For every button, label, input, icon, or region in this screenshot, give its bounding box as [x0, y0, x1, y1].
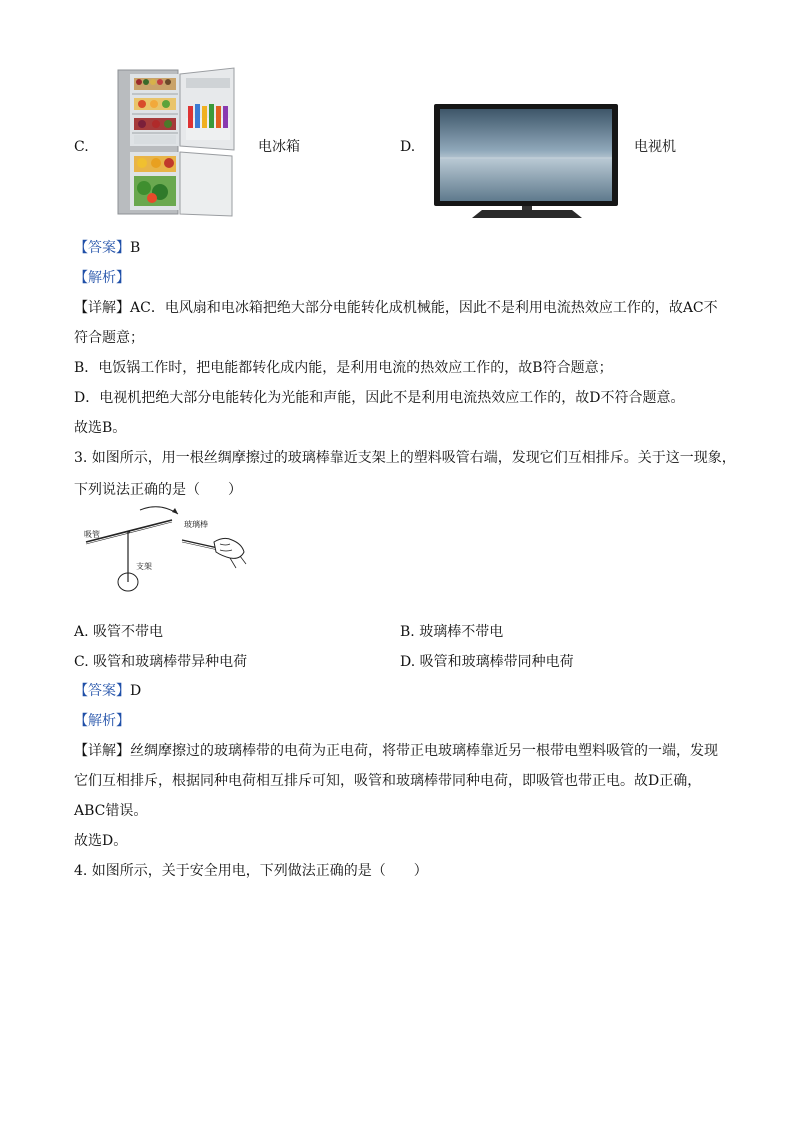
answer-value: B [130, 240, 141, 256]
straw-label: 吸管 [84, 530, 100, 539]
q3-analysis-tag [74, 711, 130, 731]
detail-text: AC．电风扇和电冰箱把绝大部分电能转化成机械能，因此不是利用电流热效应工作的，故AC不 [130, 300, 718, 316]
q2-line-d: D．电视机把绝大部分电能转化为光能和声能，因此不是利用电流热效应工作的，故D不符合题意。 [74, 390, 685, 406]
q3-conclusion: 故选D。 [74, 833, 128, 849]
refrigerator-image [112, 66, 236, 218]
analysis-tag: 【解析】 [74, 270, 130, 286]
analysis-tag: 【解析】 [74, 713, 130, 729]
option-d-letter: D. [400, 139, 416, 155]
q3-answer-line [74, 681, 141, 701]
straw-stand-diagram [80, 500, 250, 596]
q3-detail-line-2: 它们互相排斥，根据同种电荷相互排斥可知，吸管和玻璃棒带同种电荷，即吸管也带正电。故D正确， [74, 773, 702, 789]
glass-rod-label: 玻璃棒 [184, 520, 208, 529]
q3-stem-line-1: 3. 如图所示，用一根丝绸摩擦过的玻璃棒靠近支架上的塑料吸管右端，发现它们互相排斥。关于这一现象， [74, 450, 736, 466]
q2-line-b: B．电饭锅工作时，把电能都转化成内能，是利用电流的热效应工作的，故B符合题意； [74, 360, 613, 376]
q2-analysis-tag [74, 268, 130, 288]
q3-stem-line-2: 下列说法正确的是（ ） [74, 482, 242, 498]
option-d-label: 电视机 [634, 139, 676, 155]
q3-figure [80, 500, 250, 596]
q3-option-c: C. 吸管和玻璃棒带异种电荷 [74, 654, 248, 670]
option-c-letter: C. [74, 139, 89, 155]
q3-option-b: B. 玻璃棒不带电 [400, 624, 504, 640]
q3-option-a: A. 吸管不带电 [74, 624, 164, 640]
stand-label: 支架 [136, 562, 152, 571]
answer-tag: 【答案】 [74, 683, 130, 699]
detail-tag: 【详解】 [74, 743, 130, 759]
q3-option-d: D. 吸管和玻璃棒带同种电荷 [400, 654, 574, 670]
q3-detail-line-1 [74, 741, 718, 761]
detail-tag: 【详解】 [74, 300, 130, 316]
detail-text: 丝绸摩擦过的玻璃棒带的电荷为正电荷，将带正电玻璃棒靠近另一根带电塑料吸管的一端，发现 [130, 743, 718, 759]
answer-tag: 【答案】 [74, 240, 130, 256]
q2-detail-line-1 [74, 298, 718, 318]
option-c-label: 电冰箱 [258, 139, 300, 155]
television-image [432, 102, 622, 220]
q2-detail-line-2: 符合题意； [74, 330, 144, 346]
q2-answer-line [74, 238, 140, 258]
q4-stem: 4. 如图所示，关于安全用电，下列做法正确的是（ ） [74, 863, 428, 879]
answer-value: D [130, 683, 142, 699]
q3-detail-line-3: ABC错误。 [74, 803, 148, 819]
q2-conclusion: 故选B。 [74, 420, 127, 436]
